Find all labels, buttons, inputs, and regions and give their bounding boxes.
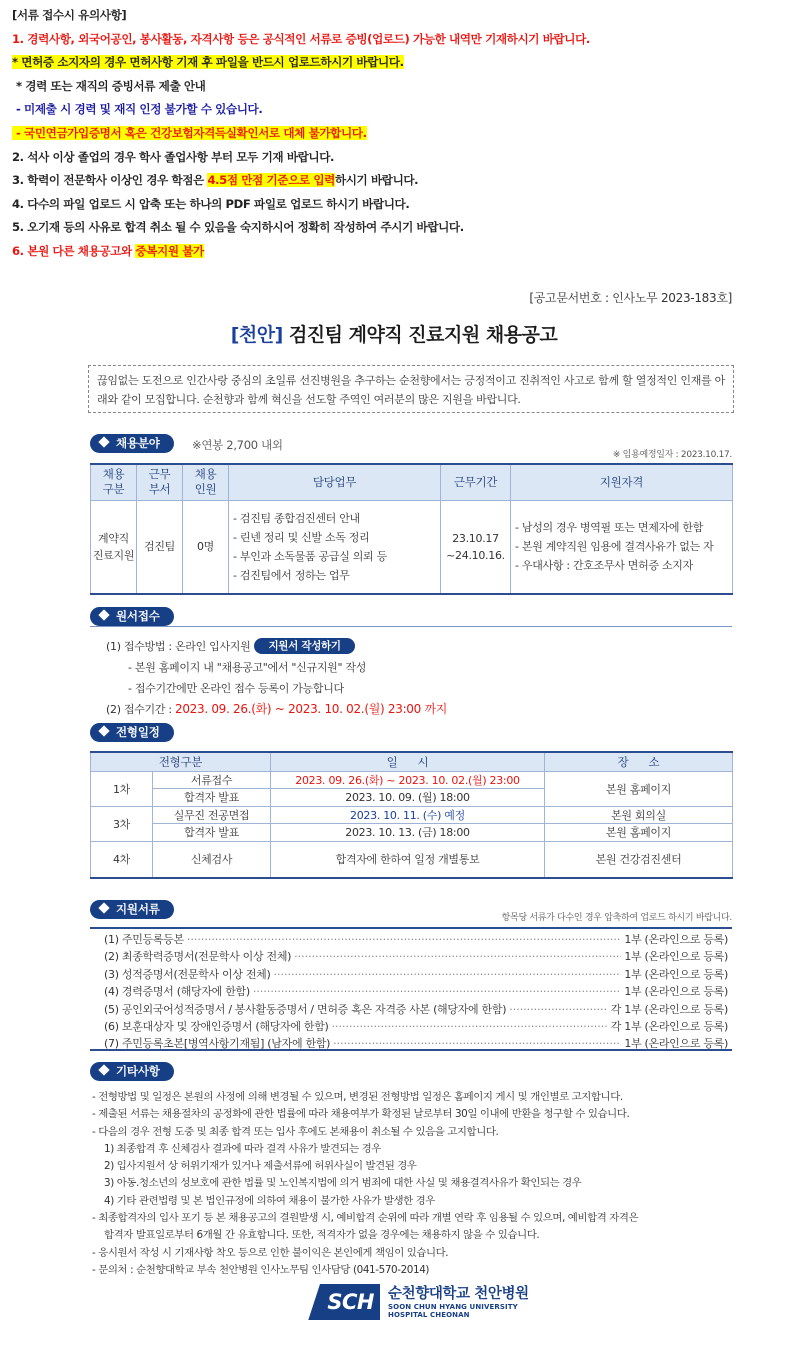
recruit-header-dept: 근무 부서 bbox=[137, 464, 183, 500]
schedule-place: 본원 홈페이지 bbox=[545, 824, 733, 842]
schedule-place: 본원 홈페이지 bbox=[545, 771, 733, 806]
document-name: (4) 경력증명서 (해당자에 한함) bbox=[104, 985, 250, 999]
divider bbox=[90, 626, 732, 627]
list-item bbox=[104, 948, 728, 965]
logo-english-line-2: HOSPITAL CHEONAN bbox=[388, 1311, 470, 1319]
intro-box: 끊임없는 도전으로 인간사랑 중심의 초일류 선진병원을 추구하는 순천향에서는 긍정적이고 진취적인 사고로 함께 할 열정적인 인재를 아래와 같이 모집합니다. 순천향과 함께 혁신을 선도할 주역인 여러분의 많은 지원을 바랍니다. bbox=[88, 365, 734, 413]
schedule-date: 2023. 09. 26.(화) ~ 2023. 10. 02.(월) 23:00 bbox=[271, 771, 545, 789]
misc-line: 3) 아동.청소년의 성보호에 관한 법률 및 노인복지법에 의거 범죄에 대한 사실 및 채용결격사유가 확인되는 경우 bbox=[104, 1177, 582, 1190]
misc-line: - 제출된 서류는 채용절차의 공정화에 관한 법률에 따라 채용여부가 확정된 날로부터 30일 이내에 반환을 청구할 수 있습니다. bbox=[92, 1108, 630, 1121]
section-recruit-label: 채용분야 bbox=[90, 434, 174, 453]
schedule-step: 신체검사 bbox=[153, 841, 271, 878]
document-name: (3) 성적증명서(전문학사 이상 전체) bbox=[104, 967, 271, 981]
misc-block bbox=[92, 1089, 736, 1279]
recruit-header-duties: 담당업무 bbox=[229, 464, 441, 500]
misc-line: 2) 입사지원서 상 허위기재가 있거나 제출서류에 허위사실이 발견된 경우 bbox=[104, 1160, 417, 1173]
diamond-icon bbox=[98, 1064, 109, 1075]
write-application-button[interactable]: 지원서 작성하기 bbox=[254, 638, 354, 654]
recruit-type-cell: 계약직 진료지원 bbox=[91, 500, 137, 594]
leader-dots bbox=[509, 1001, 608, 1018]
notice-item-1: 1. 경력사항, 외국어공인, 봉사활동, 자격사항 등은 공식적인 서류로 증빙(업로드) 가능한 내역만 기재하시기 바랍니다. bbox=[12, 31, 590, 46]
document-name: (5) 공인외국어성적증명서 / 봉사활동증명서 / 면허증 혹은 자격증 사본 (해당자에 한함) bbox=[104, 1002, 507, 1016]
document-name: (6) 보훈대상자 및 장애인증명서 (해당자에 한함) bbox=[104, 1019, 329, 1033]
document-quantity: 각 1부 (온라인으로 등록) bbox=[610, 1019, 728, 1033]
apply-method: (1) 접수방법 : 온라인 입사지원 bbox=[106, 640, 251, 653]
notice-item-6: 6. 본원 다른 채용공고와 중복지원 불가 bbox=[12, 243, 204, 258]
recruit-quals-cell: - 남성의 경우 병역필 또는 면제자에 한함 - 본원 계약직원 임용에 결격사유가 없는 자 - 우대사항 : 간호조무사 면허증 소지자 bbox=[511, 500, 733, 594]
logo-english-line-1: SOON CHUN HYANG UNIVERSITY bbox=[388, 1303, 518, 1311]
apply-period-label: (2) 접수기간 : bbox=[106, 703, 175, 716]
leader-dots bbox=[274, 966, 622, 983]
misc-line: - 최종합격자의 입사 포기 등 본 채용공고의 결원발생 시, 예비합격 순위에 따라 개별 연락 후 임용될 수 있으며, 예비합격 자격은 bbox=[92, 1212, 639, 1225]
salary-note: ※연봉 2,700 내외 bbox=[192, 438, 283, 452]
hire-date-note: ※ 임용예정일자 : 2023.10.17. bbox=[612, 450, 732, 460]
leader-dots bbox=[294, 948, 621, 965]
document-quantity: 1부 (온라인으로 등록) bbox=[624, 967, 728, 981]
misc-line: - 다음의 경우 전형 도중 및 최종 합격 또는 입사 후에도 본채용이 취소될 수 있음을 고지합니다. bbox=[92, 1125, 499, 1138]
hospital-logo bbox=[298, 1284, 529, 1320]
schedule-stage: 4차 bbox=[91, 841, 153, 878]
schedule-table bbox=[90, 751, 733, 879]
schedule-date: 2023. 10. 13. (금) 18:00 bbox=[271, 824, 545, 842]
logo-korean-name: 순천향대학교 천안병원 bbox=[388, 1286, 529, 1302]
notice-item-3-highlight: 4.5점 만점 기준으로 입력 bbox=[207, 173, 335, 188]
recruit-dept-cell: 검진팀 bbox=[137, 500, 183, 594]
misc-line: 합격자 발표일로부터 6개월 간 유효합니다. 또한, 적격자가 없을 경우에는 채용하지 않을 수 있습니다. bbox=[104, 1229, 540, 1242]
recruit-table bbox=[90, 463, 733, 595]
diamond-icon bbox=[98, 725, 109, 736]
schedule-place: 본원 건강검진센터 bbox=[545, 841, 733, 878]
notice-item-1d: - 미제출 시 경력 및 재직 인정 불가할 수 있습니다. bbox=[16, 102, 263, 117]
misc-line: - 문의처 : 순천향대학교 부속 천안병원 인사노무팀 인사담당 (041-570-2014) bbox=[92, 1263, 430, 1276]
table-row bbox=[91, 841, 733, 878]
sch-logo-mark: SCH bbox=[298, 1284, 380, 1320]
apply-period-value: 2023. 09. 26.(화) ~ 2023. 10. 02.(월) 23:00 까지 bbox=[174, 702, 448, 716]
notice-item-1c: * 경력 또는 재직의 증빙서류 제출 안내 bbox=[16, 78, 206, 93]
table-row bbox=[91, 771, 733, 789]
apply-block bbox=[106, 636, 447, 720]
document-name: (7) 주민등록초본[병역사항기재됨] (남자에 한함) bbox=[104, 1037, 331, 1051]
misc-line: 1) 최종합격 후 신체검사 결과에 따라 결격 사유가 발견되는 경우 bbox=[104, 1142, 381, 1155]
document-quantity: 1부 (온라인으로 등록) bbox=[624, 933, 728, 946]
schedule-place: 본원 회의실 bbox=[545, 806, 733, 824]
section-schedule-label: 전형일정 bbox=[90, 723, 174, 742]
notice-item-1e: - 국민연금가입증명서 혹은 건강보험자격득실확인서로 대체 불가합니다. bbox=[12, 126, 367, 140]
recruit-duties-cell: - 검진팀 종합검진센터 안내 - 린넨 정리 및 신발 소독 정리 - 부인과 소독물품 공급실 의뢰 등 - 검진팀에서 정하는 업무 bbox=[229, 500, 441, 594]
schedule-date: 2023. 10. 09. (월) 18:00 bbox=[271, 789, 545, 807]
list-item bbox=[104, 983, 728, 1000]
list-item bbox=[104, 931, 728, 948]
diamond-icon bbox=[98, 436, 109, 447]
notice-item-5: 5. 오기재 등의 사유로 합격 취소 될 수 있음을 숙지하시어 정확히 작성하여 주시기 바랍니다. bbox=[12, 220, 464, 235]
notice-item-4: 4. 다수의 파일 업로드 시 압축 또는 하나의 PDF 파일로 업로드 하시기 바랍니다. bbox=[12, 196, 410, 211]
diamond-icon bbox=[98, 902, 109, 913]
document-name: (1) 주민등록등본 bbox=[104, 933, 184, 946]
section-docs-label: 지원서류 bbox=[90, 900, 174, 919]
leader-dots bbox=[333, 1035, 621, 1052]
document-name: (2) 최종학력증명서(전문학사 이상 전체) bbox=[104, 950, 292, 964]
document-quantity: 1부 (온라인으로 등록) bbox=[624, 985, 728, 999]
list-item bbox=[104, 966, 728, 983]
documents-list bbox=[90, 927, 732, 1051]
apply-sub-2: - 접수기간에만 온라인 접수 등록이 가능합니다 bbox=[128, 682, 344, 695]
schedule-stage: 1차 bbox=[91, 771, 153, 806]
misc-line: 4) 기타 관련법령 및 본 법인규정에 의하여 채용이 불가한 사유가 발생한 경우 bbox=[104, 1194, 435, 1207]
schedule-step: 합격자 발표 bbox=[153, 789, 271, 807]
page-title: [천안] 검진팀 계약직 진료지원 채용공고 bbox=[230, 324, 558, 346]
recruit-header-count: 채용 인원 bbox=[183, 464, 229, 500]
recruit-period-cell: 23.10.17 ~24.10.16. bbox=[441, 500, 511, 594]
schedule-header-place: 장 소 bbox=[545, 752, 733, 771]
notice-item-3: 3. 학력이 전문학사 이상인 경우 학점은 4.5점 만점 기준으로 입력하시기 바랍니다. bbox=[12, 173, 419, 188]
recruit-count-cell: 0명 bbox=[183, 500, 229, 594]
misc-line: - 전형방법 및 일정은 본원의 사정에 의해 변경될 수 있으며, 변경된 전형방법 일정은 홈페이지 게시 및 개인별로 고지합니다. bbox=[92, 1091, 623, 1103]
notice-block bbox=[12, 4, 782, 264]
document-quantity: 1부 (온라인으로 등록) bbox=[624, 950, 728, 964]
schedule-date: 2023. 10. 11. (수) 예정 bbox=[271, 806, 545, 824]
section-apply-label: 원서접수 bbox=[90, 607, 174, 626]
schedule-step: 서류접수 bbox=[153, 771, 271, 789]
leader-dots bbox=[332, 1018, 608, 1035]
docs-note: 항목당 서류가 다수인 경우 압축하여 업로드 하시기 바랍니다. bbox=[501, 913, 732, 923]
list-item bbox=[104, 1018, 728, 1035]
schedule-step: 합격자 발표 bbox=[153, 824, 271, 842]
leader-dots bbox=[253, 983, 621, 1000]
schedule-header-stage: 전형구분 bbox=[91, 752, 271, 771]
document-quantity: 1부 (온라인으로 등록) bbox=[624, 1037, 728, 1051]
schedule-step: 실무진 전공면접 bbox=[153, 806, 271, 824]
document-quantity: 각 1부 (온라인으로 등록) bbox=[610, 1002, 728, 1016]
table-row bbox=[91, 824, 733, 842]
apply-sub-1: - 본원 홈페이지 내 "채용공고"에서 "신규지원" 작성 bbox=[128, 661, 367, 674]
notice-item-6-highlight: 중복지원 불가 bbox=[135, 243, 204, 258]
leader-dots bbox=[187, 931, 621, 948]
schedule-header-date: 일 시 bbox=[271, 752, 545, 771]
recruit-header-period: 근무기간 bbox=[441, 464, 511, 500]
list-item bbox=[104, 1001, 728, 1018]
notice-heading: [서류 접수시 유의사항] bbox=[12, 8, 127, 22]
notice-item-1b: * 면허증 소지자의 경우 면허사항 기재 후 파일을 반드시 업로드하시기 바랍니다. bbox=[12, 55, 404, 70]
notice-item-2: 2. 석사 이상 졸업의 경우 학사 졸업사항 부터 모두 기재 바랍니다. bbox=[12, 149, 335, 164]
schedule-date: 합격자에 한하여 일정 개별통보 bbox=[271, 841, 545, 878]
recruit-header-type: 채용 구분 bbox=[91, 464, 137, 500]
title-region: [천안] bbox=[230, 324, 283, 346]
table-row bbox=[91, 806, 733, 824]
recruit-header-quals: 지원자격 bbox=[511, 464, 733, 500]
section-misc-label: 기타사항 bbox=[90, 1062, 174, 1081]
list-item bbox=[104, 1035, 728, 1052]
diamond-icon bbox=[98, 609, 109, 620]
misc-line: - 응시원서 작성 시 기재사항 착오 등으로 인한 불이익은 본인에게 책임이 있습니다. bbox=[92, 1246, 449, 1259]
schedule-stage: 3차 bbox=[91, 806, 153, 841]
document-number: [공고문서번호 : 인사노무 2023-183호] bbox=[529, 291, 732, 305]
